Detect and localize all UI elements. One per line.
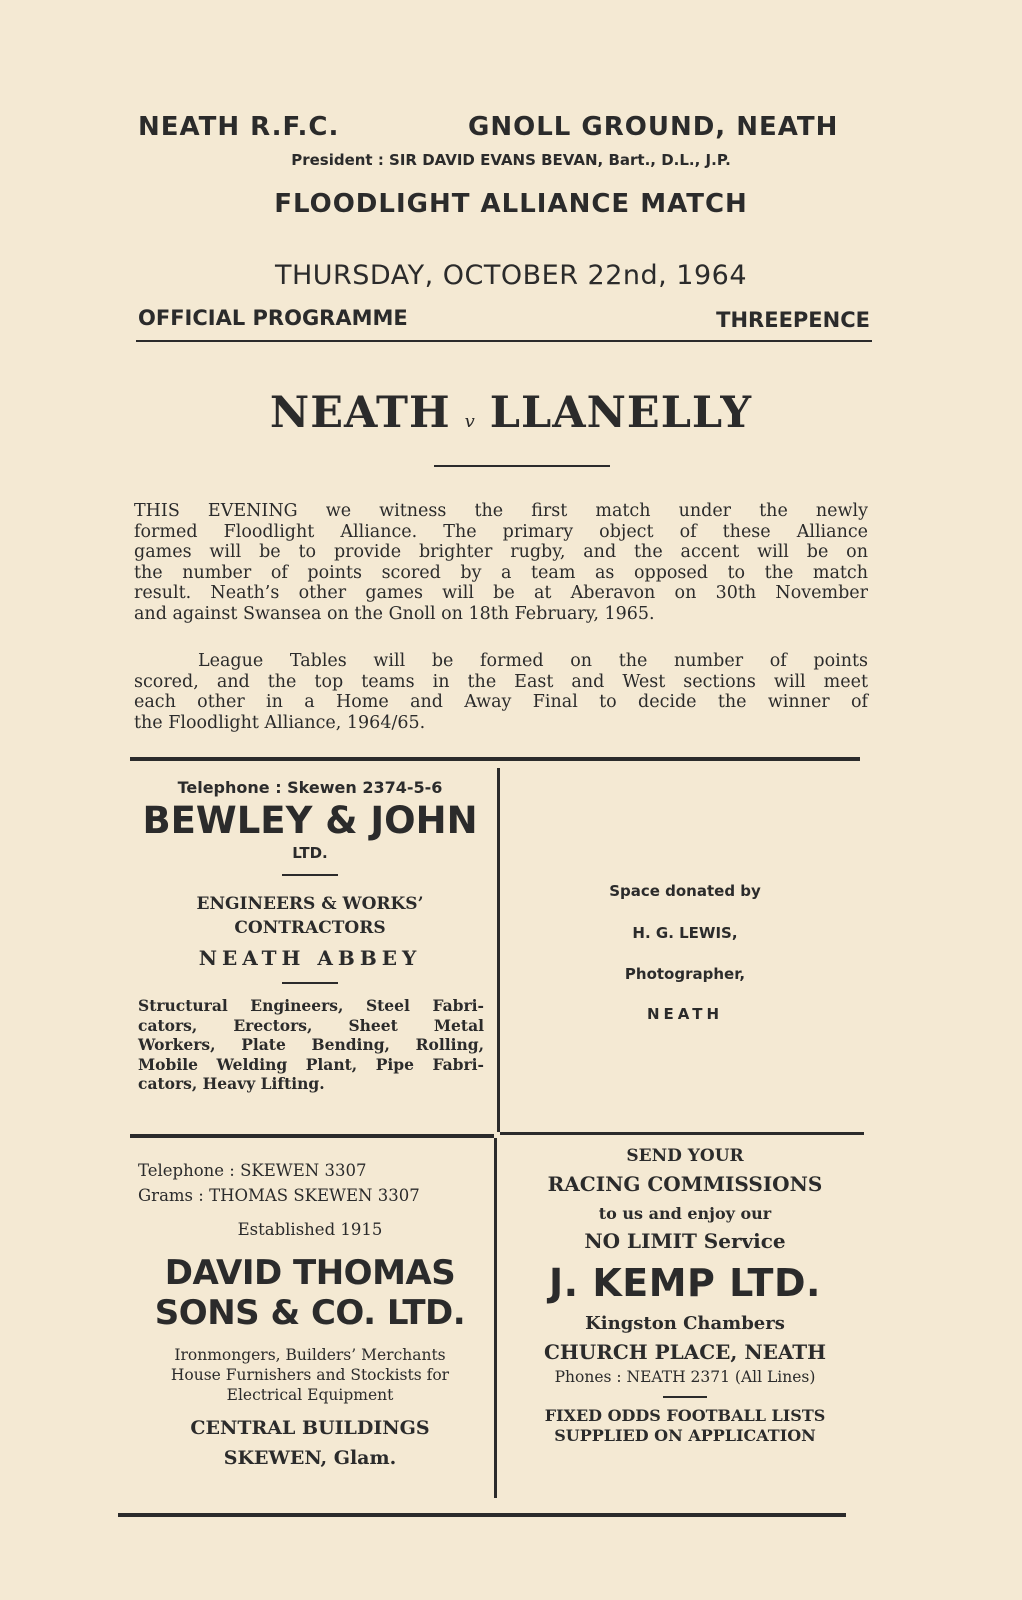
league-paragraph	[134, 651, 868, 733]
bewley-service-line: Mobile Welding Plant, Pipe Fabri-	[138, 1054, 484, 1074]
thomas-trade	[130, 1345, 490, 1405]
bewley-services	[138, 996, 484, 1094]
bewley-trade-line: ENGINEERS & WORKS’	[196, 894, 424, 914]
president-line: President : SIR DAVID EVANS BEVAN, Bart., D.L., J.P.	[291, 151, 731, 169]
bewley-ltd: LTD.	[292, 844, 328, 862]
kemp-address: CHURCH PLACE, NEATH	[543, 1340, 827, 1364]
club-name: NEATH R.F.C.	[138, 112, 340, 142]
intro-paragraph	[134, 501, 868, 624]
bewley-location: NEATH ABBEY	[198, 946, 422, 970]
intro-line: THIS EVENING we witness the first match under the newly	[134, 501, 868, 521]
ground-name: GNOLL GROUND, NEATH	[468, 112, 839, 142]
versus-label: v	[464, 411, 476, 432]
ads-middle-rule-left	[130, 1134, 494, 1138]
ad-david-thomas	[130, 1158, 490, 1473]
kemp-divider	[663, 1396, 707, 1398]
lewis-name: H. G. LEWIS,	[632, 924, 738, 942]
league-line: each other in a Home and Away Final to decide the winner of	[134, 692, 868, 712]
bewley-divider	[282, 982, 338, 984]
kemp-headline: SEND YOUR	[626, 1146, 744, 1166]
kemp-name: J. KEMP LTD.	[549, 1261, 821, 1305]
away-team: LLANELLY	[489, 388, 753, 438]
ad-bewley-john	[130, 778, 490, 1094]
header-divider	[136, 340, 872, 342]
kemp-address: Kingston Chambers	[585, 1313, 785, 1334]
lewis-donated: Space donated by	[609, 882, 761, 900]
thomas-location	[130, 1413, 490, 1473]
kemp-lists-line: SUPPLIED ON APPLICATION	[554, 1426, 816, 1445]
thomas-location-line: CENTRAL BUILDINGS	[190, 1417, 430, 1439]
ads-top-rule	[130, 757, 860, 761]
kemp-lists-line: FIXED ODDS FOOTBALL LISTS	[544, 1406, 826, 1425]
thomas-phone: Telephone : SKEWEN 3307	[138, 1161, 367, 1180]
thomas-grams: Grams : THOMAS SKEWEN 3307	[138, 1186, 420, 1205]
thomas-location-line: SKEWEN, Glam.	[223, 1447, 397, 1469]
intro-line: result. Neath’s other games will be at Aberavon on 30th November	[134, 583, 868, 603]
bewley-service-line: Workers, Plate Bending, Rolling,	[138, 1035, 484, 1054]
match-type: FLOODLIGHT ALLIANCE MATCH	[274, 189, 748, 219]
ads-vertical-rule-lower	[494, 1138, 497, 1498]
kemp-offer: to us and enjoy our	[598, 1204, 772, 1223]
lewis-role: Photographer,	[624, 965, 746, 983]
ads-middle-rule-right	[500, 1132, 864, 1135]
programme-price: THREEPENCE	[716, 308, 870, 332]
bewley-service-line: cators, Heavy Lifting.	[138, 1074, 325, 1093]
lewis-place: NEATH	[646, 1005, 724, 1023]
bewley-divider	[282, 874, 338, 876]
bewley-service-line: cators, Erectors, Sheet Metal	[138, 1015, 484, 1035]
fixture-title	[0, 388, 1022, 438]
kemp-phones: Phones : NEATH 2371 (All Lines)	[554, 1368, 816, 1386]
fixture-divider	[434, 465, 610, 467]
programme-label: OFFICIAL PROGRAMME	[138, 306, 408, 330]
ads-bottom-rule	[118, 1513, 846, 1517]
intro-line: the number of points scored by a team as opposed to the match	[134, 562, 868, 583]
intro-line: games will be to provide brighter rugby, and the accent will be on	[134, 542, 868, 562]
ad-hg-lewis	[500, 882, 870, 1023]
thomas-trade-line: Ironmongers, Builders’ Merchants	[174, 1346, 446, 1364]
kemp-headline: RACING COMMISSIONS	[547, 1172, 823, 1196]
thomas-name: SONS & CO. LTD.	[154, 1293, 466, 1333]
thomas-name: DAVID THOMAS	[164, 1253, 456, 1293]
kemp-service: NO LIMIT Service	[584, 1229, 786, 1253]
intro-line: formed Floodlight Alliance. The primary object of these Alliance	[134, 521, 868, 542]
bewley-service-line: Structural Engineers, Steel Fabri-	[138, 996, 484, 1015]
league-line: scored, and the top teams in the East and West sections will meet	[134, 671, 868, 692]
intro-line: and against Swansea on the Gnoll on 18th February, 1965.	[134, 603, 655, 624]
bewley-phone: Telephone : Skewen 2374-5-6	[177, 778, 443, 797]
thomas-trade-line: House Furnishers and Stockists for	[170, 1366, 450, 1384]
home-team: NEATH	[269, 388, 451, 438]
league-line: League Tables will be formed on the number of points	[198, 651, 868, 671]
bewley-trade-line: CONTRACTORS	[234, 918, 386, 938]
bewley-trade	[130, 892, 490, 940]
thomas-trade-line: Electrical Equipment	[226, 1386, 394, 1404]
thomas-established: Established 1915	[237, 1220, 383, 1239]
match-date: THURSDAY, OCTOBER 22nd, 1964	[274, 260, 748, 291]
league-line: the Floodlight Alliance, 1964/65.	[134, 712, 426, 733]
bewley-name: BEWLEY & JOHN	[142, 799, 478, 842]
kemp-lists	[500, 1406, 870, 1446]
ad-j-kemp	[500, 1146, 870, 1446]
